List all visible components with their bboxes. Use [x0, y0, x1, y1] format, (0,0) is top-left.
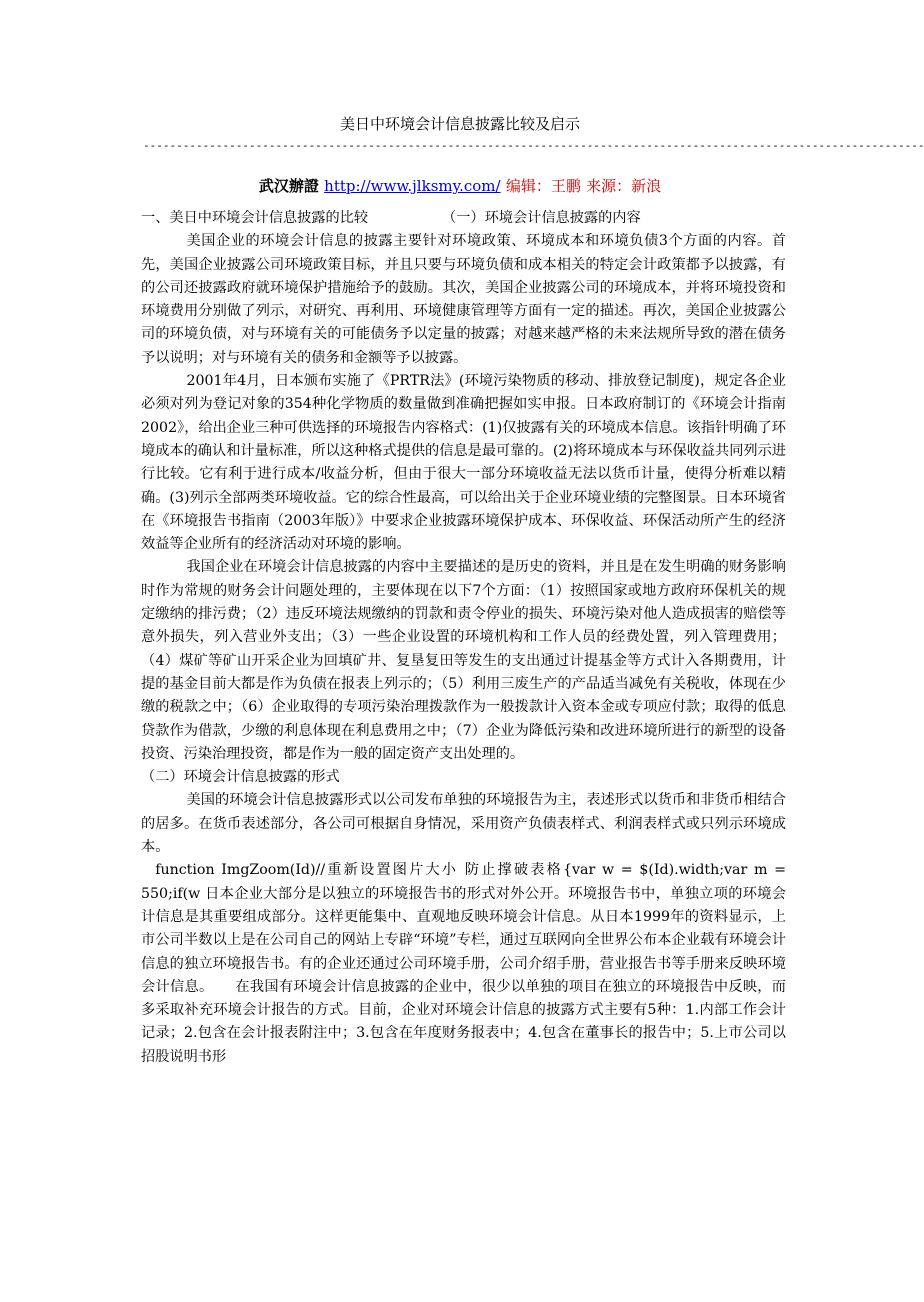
paragraph-us-content: 美国企业的环境会计信息的披露主要针对环境政策、环境成本和环境负债3个方面的内容。首先，美国企业披露公司环境政策目标，并且只要与环境负债和成本相关的特定会计政策都予以披露，有的公司还披露政府就环境保护措施给予的鼓励。其次，美国企业披露公司的环境成本，并将环境投资和环境费用分别做了列示，对研究、再利用、环境健康管理等方面有一定的描述。再次，美国企业披露公司的环境负债，对与环境有关的可能债务予以定量的披露；对越来越严格的未来法规所导致的潜在债务予以说明；对与环境有关的债务和金额等予以披露。 — [141, 233, 786, 366]
article-body — [141, 207, 786, 1069]
paragraph-japan-china-form: function ImgZoom(Id)//重新设置图片大小 防止撑破表格{var w = $(Id).width;var m = 550;if(w 日本企业大部分是以独立的环境报告书的形式对外公开。环境报告书中，单独立项的环境会计信息是其重要组成部分。这样更能集中、直观地反映环境会计信息。从日本1999年的资料显示，上市公司半数以上是在公司自己的网站上专辟“环境”专栏，通过互联网向全世界公布本企业载有环境会计信息的独立环境报告书。有的企业还通过公司环境手册，公司介绍手册，营业报告书等手册来反映环境会计信息。 在我国有环境会计信息披露的企业中，很少以单独的项目在独立的环境报告中反映，而多采取补充环境会计报告的方式。目前，企业对环境会计信息的披露方式主要有5种：1.内部工作会计记录；2.包含在会计报表附注中；3.包含在年度财务报表中；4.包含在董事长的报告中；5.上市公司以招股说明书形 — [141, 862, 786, 1065]
byline — [0, 175, 920, 197]
paragraph-china-content: 我国企业在环境会计信息披露的内容中主要描述的是历史的资料，并且是在发生明确的财务影响时作为常规的财务会计问题处理的，主要体现在以下7个方面：（1）按照国家或地方政府环保机关的规定缴纳的排污费；（2）违反环境法规缴纳的罚款和责令停业的损失、环境污染对他人造成损害的赔偿等意外损失，列入营业外支出；（3）一些企业设置的环境机构和工作人员的经费处置，列入管理费用；（4）煤矿等矿山开采企业为回填矿井、复垦复田等发生的支出通过计提基金等方式计入各期费用，计提的基金目前大都是作为负债在报表上列示的；（5）利用三废生产的产品适当减免有关税收，体现在少缴的税款之中；（6）企业取得的专项污染治理拨款作为一般拨款计入资本金或专项应付款；取得的低息贷款作为借款，少缴的利息体现在利息费用之中；（7）企业为降低污染和改进环境所进行的新型的设备投资、污染治理投资，都是作为一般的固定资产支出处理的。 — [141, 559, 786, 762]
subsection-heading: （一）环境会计信息披露的内容 — [442, 210, 641, 226]
paragraph-japan-content: 2001年4月，日本颁布实施了《PRTR法》(环境污染物质的移动、排放登记制度)，规定各企业必须对列为登记对象的354种化学物质的数量做到准确把握如实申报。日本政府制订的《环境会计指南2002》，给出企业三种可供选择的环境报告内容格式：(1)仅披露有关的环境成本信息。该指针明确了环境成本的确认和计量标准，所以这种格式提供的信息是最可靠的。(2)将环境成本与环保收益共同列示进行比较。它有利于进行成本/收益分析，但由于很大一部分环境收益无法以货币计量，使得分析难以精确。(3)列示全部两类环境收益。它的综合性最高，可以给出关于企业环境业绩的完整图景。日本环境省在《环境报告书指南（2003年版）》中要求企业披露环境保护成本、环保收益、环保活动所产生的经济效益等企业所有的经济活动对环境的影响。 — [141, 373, 786, 553]
site-name: 武汉辦證 — [258, 177, 319, 195]
source-label: 来源：新浪 — [586, 177, 662, 195]
page-title: 美日中环境会计信息披露比较及启示 — [339, 115, 580, 133]
editor-label: 编辑：王鹏 — [505, 177, 581, 195]
section-heading: 一、美日中环境会计信息披露的比较 — [141, 210, 369, 226]
site-link[interactable]: http://www.jlksmy.com/ — [324, 177, 501, 195]
subsection-heading-form: （二）环境会计信息披露的形式 — [141, 769, 340, 786]
paragraph-us-form: 美国的环境会计信息披露形式以公司发布单独的环境报告为主，表述形式以货币和非货币相结合的居多。在货币表述部分，各公司可根据自身情况，采用资产负债表样式、利润表样式或只列示环境成本。 — [141, 792, 786, 856]
divider-rule: ---------------------------------------------------------------------------------------------------------------------- — [143, 139, 924, 152]
section-heading-row — [141, 207, 786, 230]
